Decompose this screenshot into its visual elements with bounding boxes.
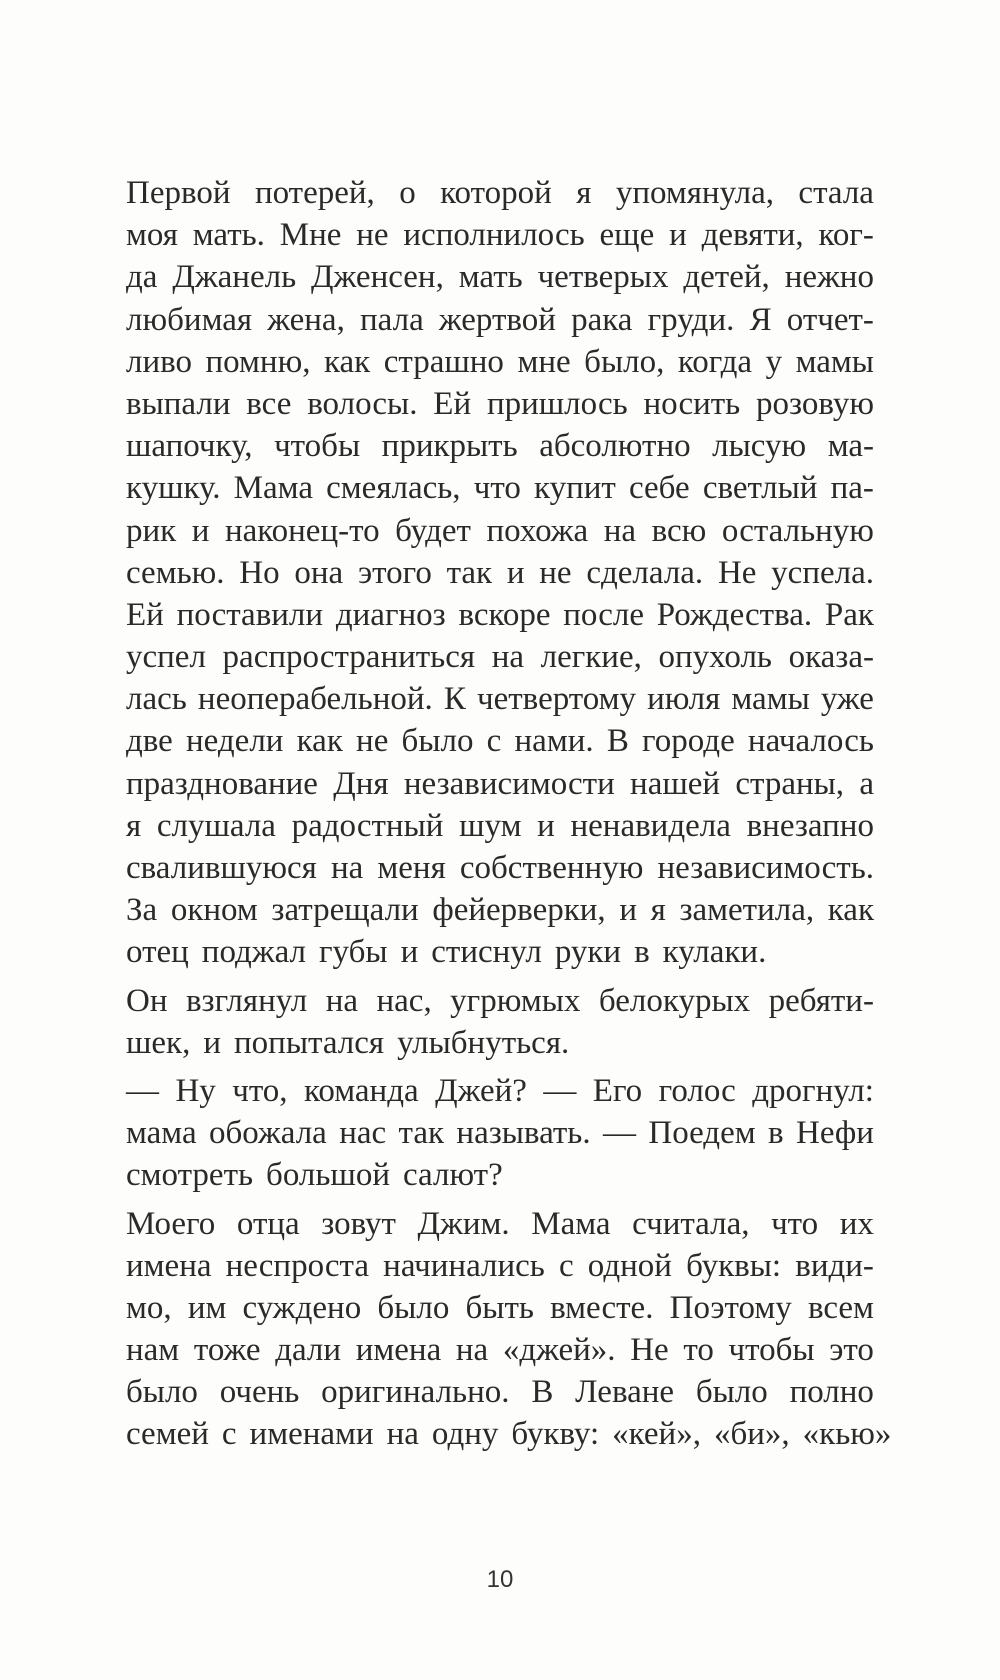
- body-text: [126, 172, 892, 1456]
- text-line: моя мать. Мне не исполнилось еще и девяти, ког-: [126, 217, 874, 254]
- text-line: успел распространиться на легкие, опухоль оказа-: [126, 639, 874, 676]
- text-line: За окном затрещали фейерверки, и я заметила, как: [126, 892, 874, 929]
- text-line: — Ну что, команда Джей? — Его голос дрогнул:: [126, 1072, 874, 1109]
- text-line: Моего отца зовут Джим. Мама считала, что их: [126, 1205, 874, 1242]
- text-line: было очень оригинально. В Леване было полно: [126, 1374, 874, 1411]
- text-line: Он взглянул на нас, угрюмых белокурых ребяти-: [126, 982, 874, 1019]
- page-number: 10: [486, 1566, 514, 1593]
- paragraph: [126, 172, 874, 974]
- text-line: шапочку, чтобы прикрыть абсолютно лысую ма-: [126, 428, 874, 465]
- text-line: да Джанель Дженсен, мать четверых детей, нежно: [126, 259, 874, 296]
- text-line: любимая жена, пала жертвой рака груди. Я отчет-: [126, 301, 874, 338]
- text-line: Первой потерей, о которой я упомянула, стала: [126, 175, 874, 211]
- text-line: семью. Но она этого так и не сделала. Не успела.: [126, 554, 874, 591]
- text-line: ливо помню, как страшно мне было, когда у мамы: [126, 343, 874, 380]
- text-line: нам тоже дали имена на «джей». Не то чтобы это: [126, 1332, 874, 1369]
- text-line: празднование Дня независимости нашей страны, а: [126, 765, 874, 802]
- text-line: выпали все волосы. Ей пришлось носить розовую: [126, 385, 874, 422]
- text-line: рик и наконец-то будет похожа на всю остальную: [126, 512, 874, 549]
- paragraph: [126, 1203, 892, 1456]
- text-line: мама обожала нас так называть. — Поедем в Нефи: [126, 1115, 874, 1152]
- text-line: кушку. Мама смеялась, что купит себе светлый па-: [126, 470, 874, 507]
- text-line: семей с именами на одну букву: «кей», «би», «кью»: [126, 1416, 892, 1453]
- text-line: Ей поставили диагноз вскоре после Рождества. Рак: [126, 596, 874, 633]
- text-line: две недели как не было с нами. В городе началось: [126, 723, 874, 760]
- text-line: смотреть большой салют?: [126, 1157, 503, 1194]
- text-line: я слушала радостный шум и ненавидела внезапно: [126, 807, 874, 844]
- text-line: имена неспроста начинались с одной буквы: види-: [126, 1247, 874, 1284]
- text-line: мо, им суждено было быть вместе. Поэтому всем: [126, 1289, 874, 1326]
- text-line: шек, и попытался улыбнуться.: [126, 1024, 570, 1061]
- paragraph: [126, 1070, 874, 1197]
- paragraph: [126, 980, 874, 1064]
- text-line: свалившуюся на меня собственную независимость.: [126, 850, 874, 886]
- text-line: лась неоперабельной. К четвертому июля мамы уже: [126, 681, 874, 718]
- text-line: отец поджал губы и стиснул руки в кулаки.: [126, 934, 767, 971]
